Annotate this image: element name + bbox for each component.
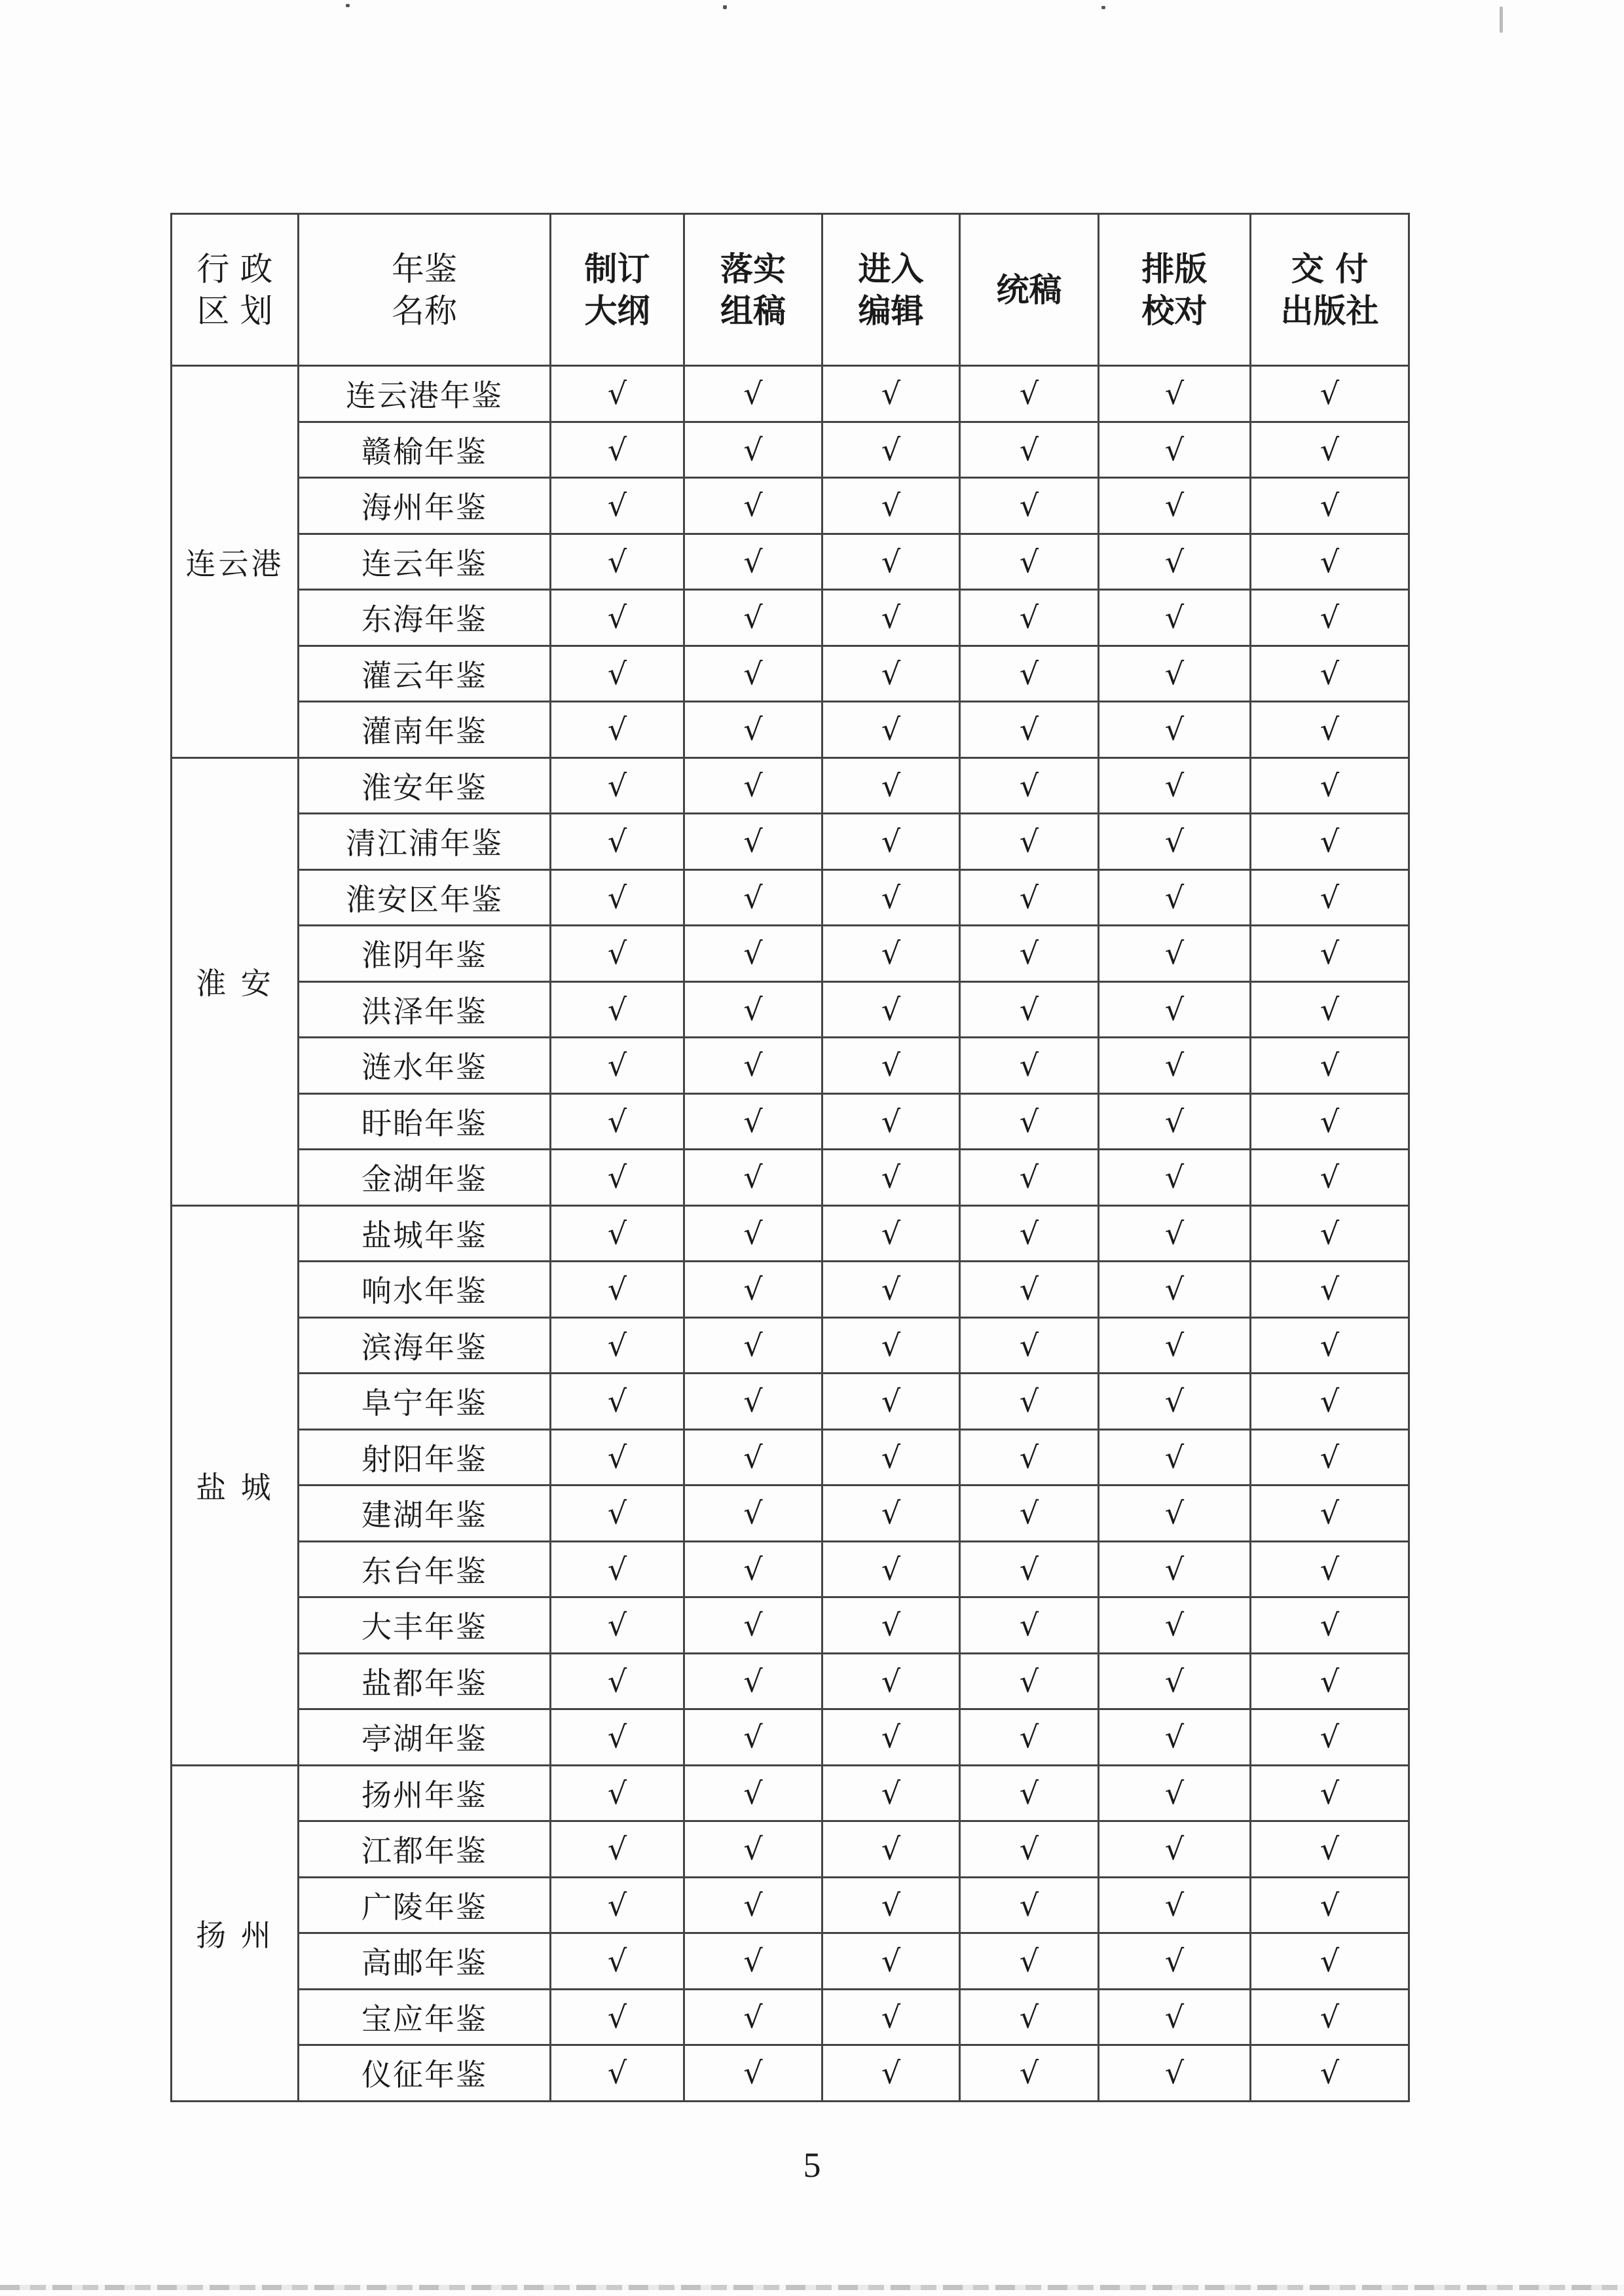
- yearbook-name-cell: 仪征年鉴: [299, 2045, 551, 2102]
- check-mark-cell: √: [822, 702, 960, 758]
- table-row: [172, 1709, 1409, 1766]
- check-mark-cell: √: [1099, 1262, 1251, 1318]
- region-cell: 连云港: [172, 366, 299, 758]
- check-mark-cell: √: [551, 1765, 684, 1821]
- check-mark-cell: √: [684, 1989, 822, 2045]
- check-mark-cell: √: [1251, 1541, 1409, 1597]
- table-row: [172, 757, 1409, 814]
- check-mark-cell: √: [960, 1262, 1099, 1318]
- check-mark-cell: √: [684, 1933, 822, 1990]
- check-mark-cell: √: [1251, 1205, 1409, 1262]
- header-stage-consolidation: [960, 214, 1099, 366]
- check-mark-cell: √: [1099, 1541, 1251, 1597]
- check-mark-cell: √: [822, 1765, 960, 1821]
- check-mark-cell: √: [551, 478, 684, 534]
- scan-edge-strip: [0, 2285, 1624, 2290]
- region-cell: 淮 安: [172, 757, 299, 1205]
- yearbook-name-cell: 洪泽年鉴: [299, 981, 551, 1038]
- check-mark-cell: √: [1099, 869, 1251, 926]
- check-mark-cell: √: [960, 702, 1099, 758]
- yearbook-name-cell: 建湖年鉴: [299, 1485, 551, 1542]
- header-stage-line2: 编辑: [858, 291, 924, 330]
- check-mark-cell: √: [1251, 366, 1409, 422]
- table-row: [172, 646, 1409, 702]
- table-row: [172, 534, 1409, 590]
- check-mark-cell: √: [1099, 1989, 1251, 2045]
- check-mark-cell: √: [1099, 1821, 1251, 1878]
- check-mark-cell: √: [1099, 1597, 1251, 1654]
- check-mark-cell: √: [1099, 366, 1251, 422]
- check-mark-cell: √: [1099, 702, 1251, 758]
- yearbook-name-cell: 广陵年鉴: [299, 1877, 551, 1933]
- check-mark-cell: √: [684, 1262, 822, 1318]
- check-mark-cell: √: [960, 1485, 1099, 1542]
- check-mark-cell: √: [551, 1429, 684, 1485]
- check-mark-cell: √: [960, 1933, 1099, 1990]
- check-mark-cell: √: [1099, 1374, 1251, 1430]
- check-mark-cell: √: [960, 1877, 1099, 1933]
- yearbook-name-cell: 赣榆年鉴: [299, 422, 551, 478]
- check-mark-cell: √: [684, 1597, 822, 1654]
- check-mark-cell: √: [1251, 1653, 1409, 1709]
- check-mark-cell: √: [1251, 1485, 1409, 1542]
- check-mark-cell: √: [1251, 1150, 1409, 1206]
- region-cell: 扬 州: [172, 1765, 299, 2101]
- table-row: [172, 1262, 1409, 1318]
- check-mark-cell: √: [960, 1374, 1099, 1430]
- check-mark-cell: √: [822, 1877, 960, 1933]
- scan-speck: [1500, 7, 1503, 33]
- check-mark-cell: √: [822, 1821, 960, 1878]
- scan-speck: [1101, 6, 1105, 9]
- check-mark-cell: √: [822, 1541, 960, 1597]
- check-mark-cell: √: [551, 1653, 684, 1709]
- check-mark-cell: √: [1099, 590, 1251, 646]
- check-mark-cell: √: [822, 1374, 960, 1430]
- table-row: [172, 1205, 1409, 1262]
- check-mark-cell: √: [960, 814, 1099, 870]
- check-mark-cell: √: [822, 1038, 960, 1094]
- check-mark-cell: √: [1099, 1877, 1251, 1933]
- check-mark-cell: √: [1251, 1429, 1409, 1485]
- yearbook-name-cell: 涟水年鉴: [299, 1038, 551, 1094]
- yearbook-name-cell: 灌云年鉴: [299, 646, 551, 702]
- check-mark-cell: √: [1099, 1933, 1251, 1990]
- check-mark-cell: √: [551, 1877, 684, 1933]
- check-mark-cell: √: [822, 366, 960, 422]
- yearbook-name-cell: 盐城年鉴: [299, 1205, 551, 1262]
- header-stage-line1: 统稿: [996, 270, 1062, 309]
- check-mark-cell: √: [1251, 1093, 1409, 1150]
- check-mark-cell: √: [551, 1709, 684, 1766]
- table-row: [172, 926, 1409, 982]
- check-mark-cell: √: [551, 757, 684, 814]
- check-mark-cell: √: [960, 757, 1099, 814]
- header-region-line1: 行 政: [196, 249, 273, 288]
- table-row: [172, 1541, 1409, 1597]
- header-stage-publisher: [1251, 214, 1409, 366]
- check-mark-cell: √: [822, 1262, 960, 1318]
- check-mark-cell: √: [1251, 1709, 1409, 1766]
- table-row: [172, 1093, 1409, 1150]
- check-mark-cell: √: [551, 1485, 684, 1542]
- check-mark-cell: √: [684, 1653, 822, 1709]
- check-mark-cell: √: [684, 926, 822, 982]
- header-stage-outline: [551, 214, 684, 366]
- check-mark-cell: √: [1251, 814, 1409, 870]
- yearbook-progress-table-container: [170, 213, 1408, 2102]
- check-mark-cell: √: [551, 981, 684, 1038]
- check-mark-cell: √: [822, 1093, 960, 1150]
- table-row: [172, 702, 1409, 758]
- region-cell: 盐 城: [172, 1205, 299, 1765]
- table-row: [172, 1485, 1409, 1542]
- check-mark-cell: √: [1251, 869, 1409, 926]
- check-mark-cell: √: [960, 926, 1099, 982]
- check-mark-cell: √: [1251, 1765, 1409, 1821]
- check-mark-cell: √: [551, 590, 684, 646]
- header-stage-line2: 大纲: [584, 291, 650, 330]
- table-row: [172, 981, 1409, 1038]
- check-mark-cell: √: [960, 1821, 1099, 1878]
- check-mark-cell: √: [551, 1038, 684, 1094]
- check-mark-cell: √: [960, 1597, 1099, 1654]
- check-mark-cell: √: [960, 1205, 1099, 1262]
- yearbook-name-cell: 高邮年鉴: [299, 1933, 551, 1990]
- yearbook-name-cell: 盱眙年鉴: [299, 1093, 551, 1150]
- check-mark-cell: √: [1099, 814, 1251, 870]
- check-mark-cell: √: [684, 702, 822, 758]
- table-row: [172, 2045, 1409, 2102]
- check-mark-cell: √: [684, 1541, 822, 1597]
- check-mark-cell: √: [551, 1205, 684, 1262]
- yearbook-name-cell: 盐都年鉴: [299, 1653, 551, 1709]
- check-mark-cell: √: [822, 1485, 960, 1542]
- check-mark-cell: √: [960, 1093, 1099, 1150]
- check-mark-cell: √: [1099, 1709, 1251, 1766]
- check-mark-cell: √: [960, 981, 1099, 1038]
- check-mark-cell: √: [1251, 1821, 1409, 1878]
- check-mark-cell: √: [551, 2045, 684, 2102]
- check-mark-cell: √: [960, 1989, 1099, 2045]
- check-mark-cell: √: [1099, 1205, 1251, 1262]
- check-mark-cell: √: [960, 1150, 1099, 1206]
- header-region: [172, 214, 299, 366]
- scan-speck: [723, 5, 727, 9]
- check-mark-cell: √: [1099, 926, 1251, 982]
- check-mark-cell: √: [1251, 534, 1409, 590]
- table-row: [172, 366, 1409, 422]
- check-mark-cell: √: [1099, 1317, 1251, 1374]
- check-mark-cell: √: [822, 1205, 960, 1262]
- check-mark-cell: √: [1099, 757, 1251, 814]
- yearbook-name-cell: 清江浦年鉴: [299, 814, 551, 870]
- header-region-line2: 区 划: [196, 291, 273, 330]
- yearbook-name-cell: 大丰年鉴: [299, 1597, 551, 1654]
- table-body: [172, 366, 1409, 2102]
- yearbook-name-cell: 扬州年鉴: [299, 1765, 551, 1821]
- yearbook-name-cell: 东台年鉴: [299, 1541, 551, 1597]
- check-mark-cell: √: [551, 814, 684, 870]
- table-row: [172, 590, 1409, 646]
- check-mark-cell: √: [1251, 646, 1409, 702]
- check-mark-cell: √: [1251, 422, 1409, 478]
- table-row: [172, 1877, 1409, 1933]
- check-mark-cell: √: [684, 2045, 822, 2102]
- table-row: [172, 1317, 1409, 1374]
- check-mark-cell: √: [1099, 1429, 1251, 1485]
- table-row: [172, 1821, 1409, 1878]
- check-mark-cell: √: [1099, 1765, 1251, 1821]
- check-mark-cell: √: [684, 422, 822, 478]
- check-mark-cell: √: [1251, 926, 1409, 982]
- table-row: [172, 1933, 1409, 1990]
- check-mark-cell: √: [684, 366, 822, 422]
- check-mark-cell: √: [1251, 702, 1409, 758]
- header-stage-line1: 排版: [1141, 249, 1208, 288]
- check-mark-cell: √: [822, 926, 960, 982]
- check-mark-cell: √: [1251, 1374, 1409, 1430]
- table-row: [172, 1374, 1409, 1430]
- header-stage-typesetting: [1099, 214, 1251, 366]
- check-mark-cell: √: [1099, 1093, 1251, 1150]
- yearbook-name-cell: 淮安区年鉴: [299, 869, 551, 926]
- check-mark-cell: √: [960, 1765, 1099, 1821]
- check-mark-cell: √: [684, 590, 822, 646]
- check-mark-cell: √: [822, 534, 960, 590]
- check-mark-cell: √: [822, 590, 960, 646]
- yearbook-name-cell: 阜宁年鉴: [299, 1374, 551, 1430]
- check-mark-cell: √: [1099, 1038, 1251, 1094]
- check-mark-cell: √: [551, 1933, 684, 1990]
- check-mark-cell: √: [1099, 2045, 1251, 2102]
- check-mark-cell: √: [1099, 1150, 1251, 1206]
- check-mark-cell: √: [1099, 1485, 1251, 1542]
- check-mark-cell: √: [960, 478, 1099, 534]
- check-mark-cell: √: [1099, 646, 1251, 702]
- check-mark-cell: √: [960, 534, 1099, 590]
- check-mark-cell: √: [1099, 981, 1251, 1038]
- page-number: 5: [803, 2145, 821, 2185]
- check-mark-cell: √: [684, 981, 822, 1038]
- header-stage-line1: 制订: [584, 249, 650, 288]
- yearbook-name-cell: 连云年鉴: [299, 534, 551, 590]
- check-mark-cell: √: [684, 478, 822, 534]
- header-yearbook-name: [299, 214, 551, 366]
- check-mark-cell: √: [822, 422, 960, 478]
- check-mark-cell: √: [822, 1317, 960, 1374]
- check-mark-cell: √: [684, 1485, 822, 1542]
- yearbook-name-cell: 射阳年鉴: [299, 1429, 551, 1485]
- check-mark-cell: √: [551, 366, 684, 422]
- check-mark-cell: √: [551, 926, 684, 982]
- check-mark-cell: √: [684, 1821, 822, 1878]
- check-mark-cell: √: [960, 646, 1099, 702]
- check-mark-cell: √: [960, 422, 1099, 478]
- check-mark-cell: √: [822, 646, 960, 702]
- check-mark-cell: √: [684, 1709, 822, 1766]
- check-mark-cell: √: [822, 1150, 960, 1206]
- check-mark-cell: √: [1099, 1653, 1251, 1709]
- check-mark-cell: √: [822, 814, 960, 870]
- check-mark-cell: √: [1251, 2045, 1409, 2102]
- check-mark-cell: √: [684, 1429, 822, 1485]
- check-mark-cell: √: [1251, 1877, 1409, 1933]
- table-row: [172, 1653, 1409, 1709]
- yearbook-progress-table: [170, 213, 1410, 2102]
- header-stage-line2: 校对: [1141, 291, 1208, 330]
- check-mark-cell: √: [822, 1933, 960, 1990]
- check-mark-cell: √: [551, 1541, 684, 1597]
- check-mark-cell: √: [684, 1374, 822, 1430]
- check-mark-cell: √: [822, 1429, 960, 1485]
- check-mark-cell: √: [1251, 1262, 1409, 1318]
- check-mark-cell: √: [960, 366, 1099, 422]
- check-mark-cell: √: [551, 534, 684, 590]
- check-mark-cell: √: [551, 422, 684, 478]
- check-mark-cell: √: [960, 590, 1099, 646]
- check-mark-cell: √: [822, 869, 960, 926]
- check-mark-cell: √: [1251, 590, 1409, 646]
- check-mark-cell: √: [1251, 1597, 1409, 1654]
- check-mark-cell: √: [960, 1653, 1099, 1709]
- header-stage-line2: 组稿: [720, 291, 786, 330]
- check-mark-cell: √: [960, 1317, 1099, 1374]
- yearbook-name-cell: 滨海年鉴: [299, 1317, 551, 1374]
- check-mark-cell: √: [551, 1317, 684, 1374]
- yearbook-name-cell: 海州年鉴: [299, 478, 551, 534]
- check-mark-cell: √: [1251, 757, 1409, 814]
- yearbook-name-cell: 宝应年鉴: [299, 1989, 551, 2045]
- check-mark-cell: √: [960, 1429, 1099, 1485]
- check-mark-cell: √: [551, 1821, 684, 1878]
- table-row: [172, 1038, 1409, 1094]
- check-mark-cell: √: [822, 1989, 960, 2045]
- table-row: [172, 1150, 1409, 1206]
- check-mark-cell: √: [822, 981, 960, 1038]
- table-row: [172, 422, 1409, 478]
- check-mark-cell: √: [684, 1205, 822, 1262]
- table-header-row: [172, 214, 1409, 366]
- check-mark-cell: √: [822, 2045, 960, 2102]
- check-mark-cell: √: [1251, 1933, 1409, 1990]
- table-row: [172, 1429, 1409, 1485]
- check-mark-cell: √: [822, 757, 960, 814]
- check-mark-cell: √: [960, 1709, 1099, 1766]
- check-mark-cell: √: [1099, 478, 1251, 534]
- check-mark-cell: √: [551, 1262, 684, 1318]
- check-mark-cell: √: [684, 814, 822, 870]
- check-mark-cell: √: [1251, 1317, 1409, 1374]
- check-mark-cell: √: [551, 1989, 684, 2045]
- header-name-line1: 年鉴: [392, 249, 457, 288]
- check-mark-cell: √: [822, 1653, 960, 1709]
- yearbook-name-cell: 东海年鉴: [299, 590, 551, 646]
- yearbook-name-cell: 连云港年鉴: [299, 366, 551, 422]
- table-row: [172, 814, 1409, 870]
- check-mark-cell: √: [822, 478, 960, 534]
- check-mark-cell: √: [684, 757, 822, 814]
- check-mark-cell: √: [551, 646, 684, 702]
- check-mark-cell: √: [960, 869, 1099, 926]
- header-stage-line1: 进入: [858, 249, 924, 288]
- table-row: [172, 1597, 1409, 1654]
- yearbook-name-cell: 江都年鉴: [299, 1821, 551, 1878]
- check-mark-cell: √: [684, 534, 822, 590]
- check-mark-cell: √: [551, 1597, 684, 1654]
- check-mark-cell: √: [822, 1597, 960, 1654]
- check-mark-cell: √: [1251, 981, 1409, 1038]
- header-stage-line1: 落实: [720, 249, 786, 288]
- check-mark-cell: √: [684, 1150, 822, 1206]
- check-mark-cell: √: [684, 1765, 822, 1821]
- check-mark-cell: √: [684, 1038, 822, 1094]
- yearbook-name-cell: 淮安年鉴: [299, 757, 551, 814]
- check-mark-cell: √: [684, 1877, 822, 1933]
- check-mark-cell: √: [1251, 1989, 1409, 2045]
- check-mark-cell: √: [551, 1374, 684, 1430]
- header-name-line2: 名称: [392, 291, 457, 330]
- check-mark-cell: √: [960, 2045, 1099, 2102]
- check-mark-cell: √: [551, 1093, 684, 1150]
- check-mark-cell: √: [551, 1150, 684, 1206]
- check-mark-cell: √: [551, 869, 684, 926]
- check-mark-cell: √: [960, 1038, 1099, 1094]
- header-stage-editing: [822, 214, 960, 366]
- check-mark-cell: √: [822, 1709, 960, 1766]
- table-row: [172, 478, 1409, 534]
- check-mark-cell: √: [1099, 534, 1251, 590]
- yearbook-name-cell: 灌南年鉴: [299, 702, 551, 758]
- yearbook-name-cell: 淮阴年鉴: [299, 926, 551, 982]
- yearbook-name-cell: 金湖年鉴: [299, 1150, 551, 1206]
- table-row: [172, 869, 1409, 926]
- table-row: [172, 1765, 1409, 1821]
- table-row: [172, 1989, 1409, 2045]
- check-mark-cell: √: [551, 702, 684, 758]
- yearbook-name-cell: 亭湖年鉴: [299, 1709, 551, 1766]
- check-mark-cell: √: [1251, 478, 1409, 534]
- check-mark-cell: √: [684, 1093, 822, 1150]
- check-mark-cell: √: [1099, 422, 1251, 478]
- header-stage-line1: 交 付: [1291, 249, 1369, 288]
- check-mark-cell: √: [1251, 1038, 1409, 1094]
- header-stage-drafting: [684, 214, 822, 366]
- yearbook-name-cell: 响水年鉴: [299, 1262, 551, 1318]
- scan-speck: [346, 4, 350, 7]
- header-stage-line2: 出版社: [1280, 291, 1379, 330]
- check-mark-cell: √: [684, 646, 822, 702]
- check-mark-cell: √: [684, 1317, 822, 1374]
- check-mark-cell: √: [684, 869, 822, 926]
- check-mark-cell: √: [960, 1541, 1099, 1597]
